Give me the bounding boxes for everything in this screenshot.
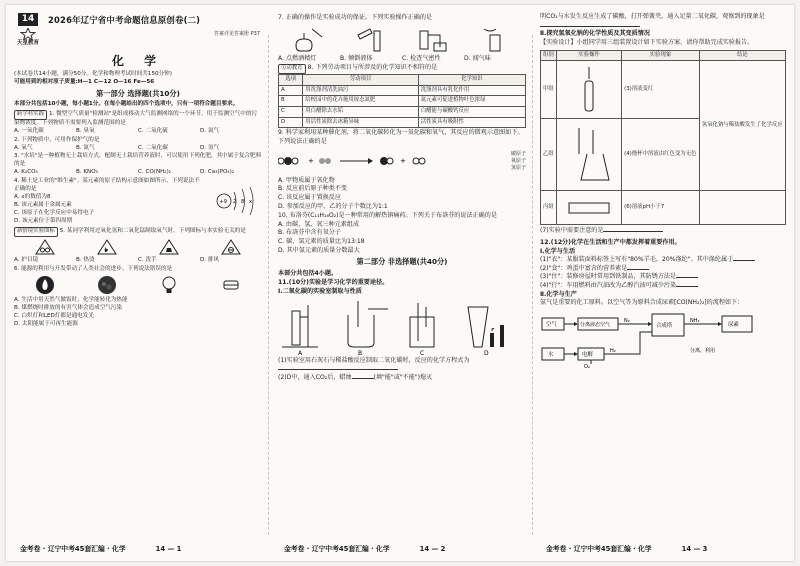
option[interactable]: C. 该原子在化学反应中易得电子 xyxy=(14,210,95,217)
option[interactable]: B. 布洛芬中含有氧分子 xyxy=(278,229,341,237)
option[interactable]: C. 检查气密性 xyxy=(402,54,441,62)
legend: 碳原子 氧原子 氢原子 xyxy=(510,150,526,172)
option[interactable]: C. 二氧化碳 xyxy=(138,144,168,151)
svg-text:+9: +9 xyxy=(219,199,227,206)
coal-icon xyxy=(96,275,118,295)
brand-name: 天星教育 xyxy=(16,39,39,46)
question-tag: 跨学科实践 xyxy=(14,110,47,120)
option[interactable]: B. 热烫 xyxy=(76,256,95,263)
part2-title: 第二部分 非选择题(共40分) xyxy=(356,257,448,267)
flask-diagram xyxy=(556,119,621,191)
options xyxy=(278,221,526,256)
option[interactable]: C. 该反应属于置换反应 xyxy=(278,193,341,201)
footer-page-3: 金考卷 · 辽宁中考45套汇编 · 化学 14 — 3 xyxy=(546,545,708,553)
table-header: 化学知识 xyxy=(418,74,525,85)
option[interactable]: C. 碳、氢元素的质量比为13:18 xyxy=(278,238,365,246)
smell-icon xyxy=(478,25,512,53)
goggles-icon xyxy=(35,239,55,255)
issue-number: 14 xyxy=(18,13,39,26)
answer-blank[interactable] xyxy=(540,26,640,27)
option[interactable]: D. 氢气 xyxy=(200,144,220,151)
svg-text:H₂: H₂ xyxy=(610,348,616,354)
answer-blank[interactable] xyxy=(676,277,698,278)
svg-text:B: B xyxy=(358,349,363,357)
options xyxy=(14,297,262,329)
svg-text:+: + xyxy=(308,156,314,165)
answer-blank[interactable] xyxy=(733,260,755,261)
svg-text:分离、利用: 分离、利用 xyxy=(690,348,716,354)
svg-text:D: D xyxy=(484,349,489,357)
svg-text:NH₃: NH₃ xyxy=(690,318,700,324)
svg-text:C: C xyxy=(420,349,425,357)
part2-instruction: 本部分共包括4小题。 xyxy=(278,269,338,277)
fire-icon xyxy=(34,275,56,295)
option[interactable]: B. 氮气 xyxy=(76,144,95,151)
intro-block xyxy=(14,71,262,329)
page-number: 14 — 2 xyxy=(419,545,446,553)
svg-text:A: A xyxy=(298,349,303,357)
option[interactable]: D. 该元素位于第四周期 xyxy=(14,217,73,224)
production-flow-diagram xyxy=(540,308,786,370)
question-10: 10. 布洛芬(C₁₃H₁₈O₂)是一种常用的解热镇痛药。下列关于布洛芬的说法正确的是 A. 由碳、氢、氧三种元素组成 B. 布洛芬中含有氧分子 C. 碳、氢元素的质量比为13:18 D. 其中氢元素的质量分数最大 xyxy=(278,212,526,255)
option[interactable]: D. 参加反应的甲、乙的分子个数比为1:1 xyxy=(278,202,388,210)
part1-instruction: 本部分共包括10小题，每小题1分。在每小题给出的四个选项中，只有一项符合题目要求。 xyxy=(14,101,239,108)
brand-logo xyxy=(14,13,42,49)
option[interactable]: B. 该元素属于金属元素 xyxy=(14,202,72,209)
option[interactable]: B. KNO₃ xyxy=(76,169,98,176)
answer-blank[interactable] xyxy=(676,286,698,287)
page-number: 14 — 1 xyxy=(155,545,182,553)
option[interactable]: C. 洗手 xyxy=(138,256,157,263)
option[interactable]: A. 护目镜 xyxy=(14,256,39,263)
apparatus-diagram-icon xyxy=(278,297,526,357)
table-header: 劳动项目 xyxy=(303,74,418,85)
options xyxy=(14,128,262,136)
option[interactable]: D. 太阳能属于可再生能源 xyxy=(14,321,78,328)
exam-sheet xyxy=(6,5,794,561)
table-row: A 用洗涤剂清洗油污 洗涤剂具有乳化作用 xyxy=(279,85,526,96)
question-1: 跨学科实践 1. 微型空气质量"检测站"是组成移动大气监测网络的一个环节，用于监测空气中的污染物浓度。下列物质不需要列入监测范围的是 A. 一氧化碳 B. 臭氧 C. 二氧化硫 D. 氮气 xyxy=(14,110,262,136)
table-header: 结论 xyxy=(699,50,785,61)
part1-title: 第一部分 选择题(共10分) xyxy=(96,88,180,98)
options xyxy=(14,145,262,153)
table-row: 甲组 (3)溶液变红 氢氧化钠与稀盐酸发生了化学反应 xyxy=(541,61,786,119)
question-6: 6. 能源的利用与开发带动了人类社会的进步。下列说法错误的是 A. 生活中用天然气做饭时，化学能转化为热能 B. 煤燃烧时排放的有害气体会造成空气污染 C. 白炽灯和LED灯都是通电发光 D. 太阳能属于可再生能源 xyxy=(14,266,262,330)
option[interactable]: A. 由碳、氢、氧三种元素组成 xyxy=(278,220,360,228)
flow-intro: 氨气是重要的化工原料。以空气等为原料合成尿素[CO(NH₂)₂]的流程如下： xyxy=(540,299,744,307)
svg-text:尿素: 尿素 xyxy=(728,322,739,328)
answer-reference: 答案详见答案册 P37 xyxy=(214,31,260,37)
question-tag: 劳动教育 xyxy=(278,64,306,74)
reaction-molecules-icon xyxy=(278,149,438,175)
option[interactable]: A. x的数值为8 xyxy=(14,194,51,201)
icon-row xyxy=(14,239,262,255)
svg-text:8: 8 xyxy=(241,199,245,206)
svg-text:N₂: N₂ xyxy=(624,318,630,324)
atom-structure-icon xyxy=(214,184,258,218)
option[interactable]: D. 闻气味 xyxy=(464,54,491,62)
question-5: 新情境实验图标 5. 某同学利用过氧化氢和二氧化锰制取氧气时，下列图标与本实验无关的是 A. 护目镜 B. 热烫 C. 洗手 D. 排风 xyxy=(14,227,262,265)
option[interactable]: C. 白炽灯和LED灯都是通电发光 xyxy=(14,313,94,320)
airtight-check-icon xyxy=(416,25,450,53)
star-logo-icon xyxy=(20,28,36,40)
option[interactable]: C. 二氧化硫 xyxy=(138,127,168,134)
tube-diagram xyxy=(556,61,621,119)
page-number: 14 — 3 xyxy=(681,545,708,553)
option[interactable]: A. 氧气 xyxy=(14,144,33,151)
option[interactable]: C. CO(NH₂)₂ xyxy=(138,169,172,176)
option[interactable]: D. Ca₃(PO₄)₂ xyxy=(200,169,235,176)
handwash-icon xyxy=(159,239,179,255)
options xyxy=(14,169,262,177)
svg-text:O₂: O₂ xyxy=(584,364,590,370)
question-9: 9. 科学家利用某种催化剂，将二氧化碳转化为一氧化碳和氧气，其反应的微观示意图如下。下列说法正确的是 + + 碳原子 氧原子 氢原子 A. 甲物质属于氧化物 B. 反应前后原子种类不变 C. 该反应属于置换反应 D. 参加反应的甲、乙的分子个数比为1:1 xyxy=(278,129,526,210)
option[interactable]: D. 其中氢元素的质量分数最大 xyxy=(278,246,360,254)
svg-text:2: 2 xyxy=(233,199,237,206)
answer-blank[interactable] xyxy=(627,269,649,270)
led-icon xyxy=(220,275,242,295)
subject-title: 化 学 xyxy=(111,54,165,68)
answer-blank[interactable] xyxy=(603,231,663,232)
alcohol-lamp-icon xyxy=(292,25,326,53)
options xyxy=(278,55,526,64)
section-heading: Ⅱ.化学与生产 xyxy=(540,290,577,298)
question-7: 7. 正确的操作是实验成功的保证。下列实验操作正确的是 A. 点燃酒精灯 B. 倾倒液体 C. 检查气密性 D. 闻气味 xyxy=(278,14,526,63)
pour-liquid-icon xyxy=(354,25,388,53)
column-divider xyxy=(532,35,533,535)
section-heading: Ⅰ.化学与生活 xyxy=(540,247,576,255)
options xyxy=(14,194,204,226)
footer-page-1: 金考卷 · 辽宁中考45套汇编 · 化学 14 — 1 xyxy=(20,545,182,553)
ph-strip-diagram xyxy=(556,191,621,225)
energy-images xyxy=(14,275,262,295)
labor-table xyxy=(278,74,526,128)
q11-continuation: 明CO₂与水发生反应生成了碳酸，打开弹簧夹，通入足量二氧化碳，观察到的现象是 xyxy=(540,13,765,20)
table-header: 实验操作 xyxy=(556,50,621,61)
table-row: D 用活性炭除去冰箱异味 活性炭具有吸附性 xyxy=(279,117,526,128)
option[interactable]: D. 氮气 xyxy=(200,127,220,134)
option[interactable]: B. 反应前后原子种类不变 xyxy=(278,185,347,193)
answer-blank[interactable] xyxy=(352,378,374,379)
intro-line-2: 可能用到的相对原子质量:H—1 C—12 O—16 Fe—56 xyxy=(14,78,155,85)
table-row: 乙组 (4)烧杯中溶液由红色变为无色 xyxy=(541,119,786,191)
exam-title: 2026年辽宁省中考命题信息原创卷(二) xyxy=(48,15,201,25)
svg-text:分离液态空气: 分离液态空气 xyxy=(580,322,611,328)
svg-text:合成塔: 合成塔 xyxy=(656,323,673,329)
hot-icon xyxy=(97,239,117,255)
table-header: 组别 xyxy=(541,50,557,61)
question-8: 劳动教育 8. 下列劳动项目与所涉及的化学知识不相符的是 选项 劳动项目 化学知识 A 用洗涤剂清洗油污 洗涤剂具有乳化作用 B 给校园中的花卉施用铵态氮肥 氮元素可促进植物叶色浓绿 C 用白醋除去水垢 白醋能与碳酸钙反应 D 用活性炭除去冰箱异味 活性炭具有吸附性 xyxy=(278,64,526,128)
option[interactable]: A. 点燃酒精灯 xyxy=(278,54,317,62)
option[interactable]: A. K₂CO₃ xyxy=(14,169,38,176)
options xyxy=(14,257,262,265)
table-row: B 给校园中的花卉施用铵态氮肥 氮元素可促进植物叶色浓绿 xyxy=(279,96,526,107)
column-2 xyxy=(278,13,526,382)
question-3: 3. "水培"是一种植物无土栽培方式，配制无土栽培营养液时，可以使用下列化肥，其中属于复合肥料的是 A. K₂CO₃ B. KNO₃ C. CO(NH₂)₂ D. Ca₃(PO₄)₂ xyxy=(14,153,262,176)
question-4: 4. 稀土是工业的"维生素"。某元素的原子结构示意图如图所示，下列说法不正确的是 +9 2 8 x A. x的数值为8 B. 该元素属于金属元素 C. 该原子在化学反应中易得电子 D. 该元素位于第四周期 xyxy=(14,178,262,226)
table-header: 实验现象 xyxy=(622,50,700,61)
table-row: C 用白醋除去水垢 白醋能与碳酸钙反应 xyxy=(279,106,526,117)
svg-text:水: 水 xyxy=(548,352,554,358)
svg-text:x: x xyxy=(249,199,252,206)
option[interactable]: B. 臭氧 xyxy=(76,127,95,134)
column-divider xyxy=(268,35,269,535)
section-heading: Ⅱ.探究氢氧化钠的化学性质及其变质情况 xyxy=(540,30,650,38)
svg-text:+: + xyxy=(400,156,406,165)
option[interactable]: A. 生活中用天然气做饭时，化学能转化为热能 xyxy=(14,297,128,304)
option[interactable]: D. 排风 xyxy=(200,256,220,263)
option[interactable]: B. 倾倒液体 xyxy=(340,54,373,62)
micro-diagram xyxy=(278,149,526,175)
table-header: 选项 xyxy=(279,74,303,85)
bulb-icon xyxy=(158,275,180,295)
lab-operations xyxy=(278,25,526,53)
option[interactable]: A. 甲物质属于氧化物 xyxy=(278,176,335,184)
exhaust-icon xyxy=(221,239,241,255)
question-tag: 新情境实验图标 xyxy=(14,227,58,237)
column-3: 明CO₂与水发生反应生成了碳酸，打开弹簧夹，通入足量二氧化碳，观察到的现象是 Ⅱ.探究氢氧化钠的化学性质及其变质情况 【实验设计】小组同学用三组装置设计如下实验方案，请你帮助完成实验报告。 组别 实验操作 实验现象 结论 甲组 (3)溶液变红 氢氧化钠与稀盐酸发生了化学反应 乙组 (4)烧杯中溶液由红色变为无色 丙组 (6)溶液pH小于7 (7)实验中需要注意的是 12.(12分)化学在生活和生产中都发挥着重要作用。 Ⅰ.化学与生活 (1)"衣"：某服装面料标签上写有"80%羊毛，20%涤纶"。其中涤纶属于 (2)"食"：鸡蛋中富含的营养素是 (3)"住"：装修房屋时常用到铁制品，其防锈方法是 (4)"行"：车用燃料由汽油改为乙醇汽油可减少污染 Ⅱ.化学与生产 氨气是重要的化工原料。以空气等为原料合成尿素[CO(NH₂)₂]的流程如下： 空气 分离液态空气 N₂ 合成塔 NH₃ 尿素 水 电解 H₂ O₂ 分离、利用 xyxy=(540,13,786,370)
question-2: 2. 下列物质中，可用作保护气的是 A. 氧气 B. 氮气 C. 二氧化碳 D. 氢气 xyxy=(14,137,262,153)
svg-text:空气: 空气 xyxy=(546,322,557,328)
experiment-intro: 【实验设计】小组同学用三组装置设计如下实验方案，请你帮助完成实验报告。 xyxy=(540,38,754,46)
question-11: 11.(10分)实验是学习化学的重要途径。 Ⅰ.二氧化碳的实验室制取与性质 A B C D (1)实验室用石灰石与稀盐酸反应制取二氧化碳时，反应的化学方程式为 (2)D中，通入CO₂后，蜡烛 (填"能"或"不能")熄灭 xyxy=(278,279,526,382)
footer-page-2: 金考卷 · 辽宁中考45套汇编 · 化学 14 — 2 xyxy=(284,545,446,553)
table-row: 丙组 (6)溶液pH小于7 xyxy=(541,191,786,225)
svg-text:电解: 电解 xyxy=(582,352,593,358)
answer-blank[interactable] xyxy=(278,369,398,370)
option[interactable]: B. 煤燃烧时排放的有害气体会造成空气污染 xyxy=(14,305,123,312)
options xyxy=(278,177,526,212)
intro-line-1: (本试卷共14小题，满分50分。化学和物理考试时间共150分钟) xyxy=(14,71,172,77)
question-12: 12.(12分)化学在生活和生产中都发挥着重要作用。 xyxy=(540,238,681,246)
option[interactable]: A. 一氧化碳 xyxy=(14,127,44,134)
experiment-table xyxy=(540,50,786,226)
